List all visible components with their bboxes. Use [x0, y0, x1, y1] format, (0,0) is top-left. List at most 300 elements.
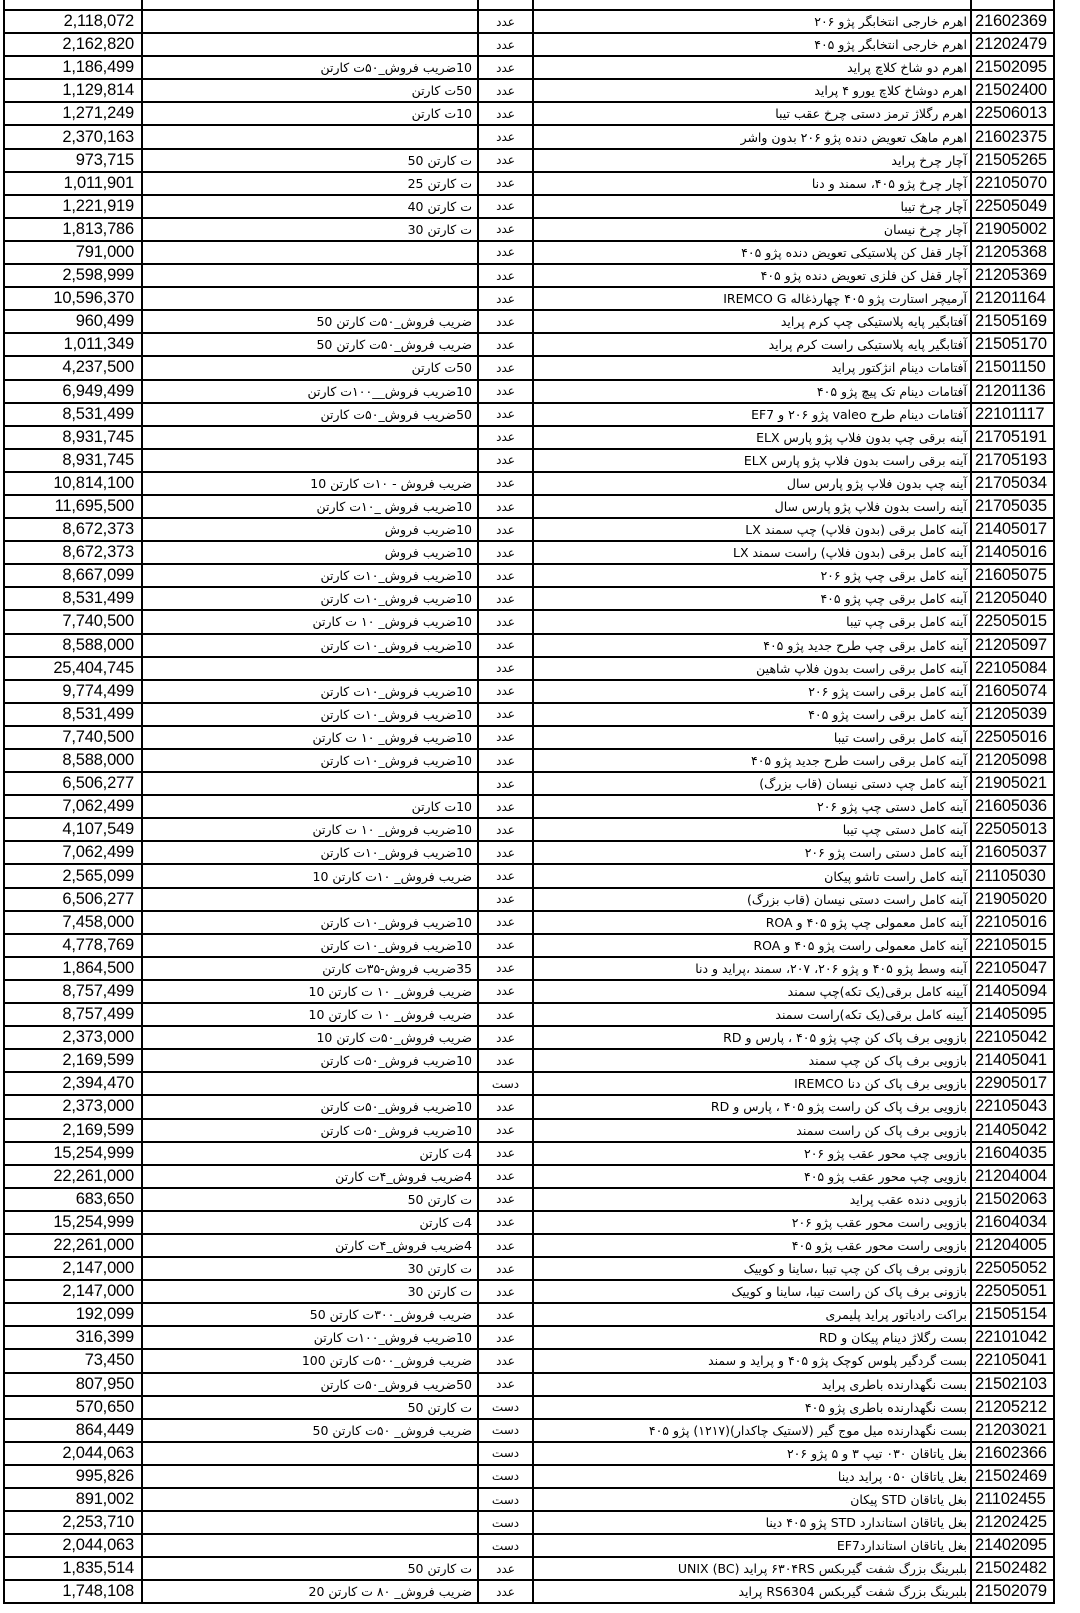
- code-cell: 22105070: [971, 172, 1054, 195]
- unit-cell: عدد: [478, 149, 533, 172]
- price-cell: 9,774,499: [4, 680, 142, 703]
- carton-cell: 50ضریب فروش_۵۰ت کارتن: [142, 403, 478, 426]
- table-row: [4, 1280, 1054, 1303]
- carton-cell: ضریب فروش_۳۰۰ت کارتن 50: [142, 1303, 478, 1326]
- description-cell: بازویی برف پاک کن دنا IREMCO: [533, 1072, 971, 1095]
- table-row: [4, 356, 1054, 379]
- table-row: [4, 1142, 1054, 1165]
- price-cell: 995,826: [4, 1465, 142, 1488]
- carton-cell: ضریب فروش - ۱۰ت کارتن 10: [142, 472, 478, 495]
- code-cell: 21201136: [971, 380, 1054, 403]
- price-table-body: [4, 0, 1054, 1603]
- code-cell: 21205039: [971, 703, 1054, 726]
- description-cell: بازویی برف پاک کن چپ سمند: [533, 1049, 971, 1072]
- unit-cell: عدد: [478, 472, 533, 495]
- price-cell: 4,778,769: [4, 934, 142, 957]
- description-cell: بغل یاتاقان ۰۵۰ پراید دینا: [533, 1465, 971, 1488]
- price-cell: 8,531,499: [4, 703, 142, 726]
- carton-cell: ضریب فروش_ ۸۰ ت کارتن 20: [142, 1580, 478, 1603]
- carton-cell: 10ضریب فروش__۱۰۰ت کارتن: [142, 380, 478, 403]
- price-cell: 4,107,549: [4, 818, 142, 841]
- description-cell: بغل یاتاقان ۰۳۰ تیپ ۳ و ۵ پژو ۲۰۶: [533, 1442, 971, 1465]
- description-cell: بازویی چپ محور عقب پژو ۴۰۵: [533, 1165, 971, 1188]
- carton-cell: 10ضریب فروش_۵۰ت کارتن: [142, 1095, 478, 1118]
- description-cell: آفتابگیر پایه پلاستیکی چپ کرم پراید: [533, 310, 971, 333]
- carton-cell: 10ضریب فروش_ ۱۰ ت کارتن: [142, 610, 478, 633]
- unit-cell: عدد: [478, 1049, 533, 1072]
- description-cell: آفتامات دینام طرح valeo پژو ۲۰۶ و EF7: [533, 403, 971, 426]
- table-row: [4, 1188, 1054, 1211]
- table-row: [4, 864, 1054, 887]
- table-row: [4, 403, 1054, 426]
- code-cell: 21205040: [971, 587, 1054, 610]
- carton-cell: ضریب فروش_۵۰ت کارتن 50: [142, 310, 478, 333]
- code-cell: 21201164: [971, 287, 1054, 310]
- unit-cell: عدد: [478, 1580, 533, 1603]
- unit-cell: عدد: [478, 1557, 533, 1580]
- table-row: [4, 102, 1054, 125]
- price-cell: 8,757,499: [4, 1003, 142, 1026]
- code-cell: 21205097: [971, 634, 1054, 657]
- carton-cell: 10ضریب فروش_۱۰ت کارتن: [142, 911, 478, 934]
- table-row: [4, 657, 1054, 680]
- code-cell: 21505265: [971, 149, 1054, 172]
- description-cell: آینه کامل راست تاشو پیکان: [533, 864, 971, 887]
- price-cell: 6,949,499: [4, 380, 142, 403]
- description-cell: آینه کامل برقی راست تیبا: [533, 726, 971, 749]
- code-cell: 21205212: [971, 1396, 1054, 1419]
- price-cell: 8,531,499: [4, 587, 142, 610]
- description-cell: آرمیچر استارت پژو ۴۰۵ چهارذغاله IREMCO G: [533, 287, 971, 310]
- code-cell: 21405016: [971, 541, 1054, 564]
- code-cell: 22101117: [971, 403, 1054, 426]
- table-row: [4, 1211, 1054, 1234]
- code-cell: 21405095: [971, 1003, 1054, 1026]
- description-cell: آینه کامل دستی چپ پژو ۲۰۶: [533, 795, 971, 818]
- unit-cell: عدد: [478, 610, 533, 633]
- carton-cell: 10ضریب فروش _۱۰ت کارتن: [142, 495, 478, 518]
- code-cell: 21604035: [971, 1142, 1054, 1165]
- carton-cell: [142, 287, 478, 310]
- code-cell: 21505154: [971, 1303, 1054, 1326]
- table-row: [4, 1349, 1054, 1372]
- table-row: [4, 33, 1054, 56]
- carton-cell: 10ضریب فروش_۵۰ت کارتن: [142, 1119, 478, 1142]
- unit-cell: عدد: [478, 1095, 533, 1118]
- carton-cell: [142, 888, 478, 911]
- price-cell: 6,506,277: [4, 888, 142, 911]
- unit-cell: عدد: [478, 1303, 533, 1326]
- code-cell: 21705191: [971, 426, 1054, 449]
- table-row: [4, 472, 1054, 495]
- unit-cell: عدد: [478, 541, 533, 564]
- code-cell: 22105047: [971, 957, 1054, 980]
- code-cell: 21505170: [971, 333, 1054, 356]
- unit-cell: عدد: [478, 980, 533, 1003]
- description-cell: آینه راست بدون فلاپ پژو پارس سال: [533, 495, 971, 518]
- code-cell: 21204005: [971, 1234, 1054, 1257]
- description-cell: آینه کامل برقی (بدون فلاپ) راست سمند LX: [533, 541, 971, 564]
- price-cell: 10,596,370: [4, 287, 142, 310]
- unit-cell: عدد: [478, 1234, 533, 1257]
- description-cell: آینه چپ بدون فلاپ پژو پارس سال: [533, 472, 971, 495]
- price-cell: 25,404,745: [4, 657, 142, 680]
- table-row: [4, 449, 1054, 472]
- description-cell: آچار قفل کن فلزی تعویض دنده پژو ۴۰۵: [533, 264, 971, 287]
- description-cell: آچار چرخ پژو ۴۰۵، سمند و دنا: [533, 172, 971, 195]
- price-cell: 1,748,108: [4, 1580, 142, 1603]
- description-cell: آفتامات دینام تک پیچ پژو ۴۰۵: [533, 380, 971, 403]
- table-row: [4, 841, 1054, 864]
- code-cell: 21502095: [971, 56, 1054, 79]
- price-list-sheet: [3, 0, 1055, 1604]
- unit-cell: عدد: [478, 934, 533, 957]
- description-cell: بازویی راست محور عقب پژو ۴۰۵: [533, 1234, 971, 1257]
- code-cell: 21604034: [971, 1211, 1054, 1234]
- carton-cell: [142, 772, 478, 795]
- table-row: [4, 1119, 1054, 1142]
- carton-cell: 4ضریب فروش_۴ت کارتن: [142, 1234, 478, 1257]
- carton-cell: 10ضریب فروش_۱۰ت کارتن: [142, 587, 478, 610]
- price-cell: 8,931,745: [4, 449, 142, 472]
- unit-cell: عدد: [478, 1119, 533, 1142]
- table-row: [4, 380, 1054, 403]
- carton-cell: 10ضریب فروش_۱۰ت کارتن: [142, 841, 478, 864]
- description-cell: اهرم رگلاژ ترمز دستی چرخ عقب تیبا: [533, 102, 971, 125]
- description-cell: آیینه کامل برقی(یک تکه)راست سمند: [533, 1003, 971, 1026]
- carton-cell: ضریب فروش_ ۱۰ت کارتن 10: [142, 864, 478, 887]
- price-cell: 2,044,063: [4, 1442, 142, 1465]
- description-cell: بازویی برف پاک کن راست پژو ۴۰۵ ، پارس و RD: [533, 1095, 971, 1118]
- table-row: [4, 1580, 1054, 1603]
- description-cell: آچار قفل کن پلاستیکی تعویض دنده پژو ۴۰۵: [533, 241, 971, 264]
- carton-cell: 10ضریب فروش_۱۰ت کارتن: [142, 749, 478, 772]
- code-cell: 21502400: [971, 79, 1054, 102]
- carton-cell: ت کارتن 50: [142, 1188, 478, 1211]
- carton-cell: ضریب فروش_ ۵۰ت کارتن 50: [142, 1419, 478, 1442]
- description-cell: اهرم ماهک تعویض دنده پژو ۲۰۶ بدون واشر: [533, 125, 971, 148]
- code-cell: 21102455: [971, 1488, 1054, 1511]
- description-cell: براکت رادیاتور پراید پلیمری: [533, 1303, 971, 1326]
- table-row: [4, 495, 1054, 518]
- description-cell: آینه کامل برقی راست پژو ۴۰۵: [533, 703, 971, 726]
- code-cell: 22905017: [971, 1072, 1054, 1095]
- price-cell: 8,672,373: [4, 518, 142, 541]
- description-cell: اهرم دو شاخ کلاچ پراید: [533, 56, 971, 79]
- table-row: [4, 79, 1054, 102]
- table-row: [4, 795, 1054, 818]
- unit-cell: عدد: [478, 10, 533, 33]
- description-cell: اهرم خارجی انتخابگر پژو ۲۰۶: [533, 10, 971, 33]
- price-cell: 22,261,000: [4, 1234, 142, 1257]
- code-cell: 21905021: [971, 772, 1054, 795]
- code-cell: 21605036: [971, 795, 1054, 818]
- code-cell: 22105042: [971, 1026, 1054, 1049]
- table-row: [4, 957, 1054, 980]
- description-cell: بازونی برف پاک کن راست تیبا، ساینا و کوییک: [533, 1280, 971, 1303]
- carton-cell: 10ضریب فروش_۱۰ت کارتن: [142, 564, 478, 587]
- description-cell: بازونی برف پاک کن چپ تیبا ،ساینا و کوییک: [533, 1257, 971, 1280]
- table-row: [4, 333, 1054, 356]
- price-cell: 7,062,499: [4, 795, 142, 818]
- description-cell: آینه کامل برقی راست طرح جدید پژو ۴۰۵: [533, 749, 971, 772]
- description-cell: بلبرینگ بزرگ شفت گیربکس RS6304 پراید: [533, 1580, 971, 1603]
- description-cell: اهرم خارجی انتخابگر پژو ۴۰۵: [533, 33, 971, 56]
- code-cell: 21203021: [971, 1419, 1054, 1442]
- table-row: [4, 587, 1054, 610]
- unit-cell: عدد: [478, 172, 533, 195]
- carton-cell: [142, 1534, 478, 1557]
- price-cell: 10,814,100: [4, 472, 142, 495]
- code-cell: 21405017: [971, 518, 1054, 541]
- table-row: [4, 172, 1054, 195]
- code-cell: 22505016: [971, 726, 1054, 749]
- table-row: [4, 1442, 1054, 1465]
- table-row: [4, 1373, 1054, 1396]
- price-cell: 1,835,514: [4, 1557, 142, 1580]
- code-cell: 22101042: [971, 1326, 1054, 1349]
- table-row: [4, 1095, 1054, 1118]
- code-cell: 21402095: [971, 1534, 1054, 1557]
- carton-cell: [142, 426, 478, 449]
- carton-cell: 10ضریب فروش_۵۰ت کارتن: [142, 56, 478, 79]
- table-row: [4, 1003, 1054, 1026]
- price-cell: 570,650: [4, 1396, 142, 1419]
- price-cell: 4,237,500: [4, 356, 142, 379]
- unit-cell: عدد: [478, 888, 533, 911]
- code-cell: 22505052: [971, 1257, 1054, 1280]
- price-cell: 2,044,063: [4, 1534, 142, 1557]
- code-cell: 21502469: [971, 1465, 1054, 1488]
- description-cell: آینه برقی چپ بدون فلاپ پژو پارس ELX: [533, 426, 971, 449]
- price-cell: 22,261,000: [4, 1165, 142, 1188]
- unit-cell: عدد: [478, 218, 533, 241]
- description-cell: بازویی برف پاک کن راست سمند: [533, 1119, 971, 1142]
- description-cell: آینه کامل معمولی چپ پژو ۴۰۵ و ROA: [533, 911, 971, 934]
- description-cell: آینه کامل برقی (بدون فلاپ) چپ سمند LX: [533, 518, 971, 541]
- unit-cell: دست: [478, 1534, 533, 1557]
- unit-cell: عدد: [478, 1349, 533, 1372]
- description-cell: بست نگهدارنده باطری پژو ۴۰۵: [533, 1396, 971, 1419]
- table-row: [4, 680, 1054, 703]
- carton-cell: 10ضریب فروش_۱۰ت کارتن: [142, 934, 478, 957]
- unit-cell: عدد: [478, 1026, 533, 1049]
- carton-cell: ت کارتن 50: [142, 1557, 478, 1580]
- table-row: [4, 934, 1054, 957]
- table-row: [4, 703, 1054, 726]
- unit-cell: عدد: [478, 1280, 533, 1303]
- code-cell: 21602375: [971, 125, 1054, 148]
- unit-cell: عدد: [478, 564, 533, 587]
- table-row: [4, 1257, 1054, 1280]
- price-cell: 8,588,000: [4, 749, 142, 772]
- price-cell: 791,000: [4, 241, 142, 264]
- code-cell: 21505169: [971, 310, 1054, 333]
- code-cell: 21105030: [971, 864, 1054, 887]
- price-cell: 1,813,786: [4, 218, 142, 241]
- price-cell: 73,450: [4, 1349, 142, 1372]
- price-cell: 8,757,499: [4, 980, 142, 1003]
- description-cell: آینه کامل راست دستی نیسان (قاب بزرگ): [533, 888, 971, 911]
- description-cell: بست رگلاژ دینام پیکان و RD: [533, 1326, 971, 1349]
- price-cell: 7,458,000: [4, 911, 142, 934]
- code-cell: 21204004: [971, 1165, 1054, 1188]
- carton-cell: 10ضریب فروش_۱۰ت کارتن: [142, 703, 478, 726]
- description-cell: بلبرینگ بزرگ شفت گیربکس ۶۳۰۴RS پراید (BC) UNIX: [533, 1557, 971, 1580]
- unit-cell: عدد: [478, 1165, 533, 1188]
- code-cell: 21605037: [971, 841, 1054, 864]
- code-cell: 22505013: [971, 818, 1054, 841]
- table-row: [4, 1488, 1054, 1511]
- price-cell: 8,531,499: [4, 403, 142, 426]
- carton-cell: [142, 449, 478, 472]
- code-cell: 22505051: [971, 1280, 1054, 1303]
- unit-cell: عدد: [478, 102, 533, 125]
- description-cell: آینه کامل برقی چپ پژو ۲۰۶: [533, 564, 971, 587]
- carton-cell: 4ت کارتن: [142, 1211, 478, 1234]
- unit-cell: عدد: [478, 1211, 533, 1234]
- table-row: [4, 634, 1054, 657]
- description-cell: آچار چرخ نیسان: [533, 218, 971, 241]
- carton-cell: 4ت کارتن: [142, 1142, 478, 1165]
- carton-cell: 10ضریب فروش_۱۰ت کارتن: [142, 634, 478, 657]
- unit-cell: عدد: [478, 587, 533, 610]
- unit-cell: دست: [478, 1488, 533, 1511]
- code-cell: 21205368: [971, 241, 1054, 264]
- price-cell: 1,011,901: [4, 172, 142, 195]
- carton-cell: [142, 1072, 478, 1095]
- unit-cell: عدد: [478, 1373, 533, 1396]
- unit-cell: عدد: [478, 795, 533, 818]
- carton-cell: ضریب فروش_۵۰۰ت کارتن 100: [142, 1349, 478, 1372]
- unit-cell: عدد: [478, 1142, 533, 1165]
- unit-cell: عدد: [478, 449, 533, 472]
- carton-cell: ضریب فروش_۵۰ت کارتن 50: [142, 333, 478, 356]
- table-row: [4, 610, 1054, 633]
- unit-cell: عدد: [478, 125, 533, 148]
- price-cell: 6,506,277: [4, 772, 142, 795]
- price-cell: 2,598,999: [4, 264, 142, 287]
- unit-cell: دست: [478, 1442, 533, 1465]
- price-cell: 2,169,599: [4, 1119, 142, 1142]
- table-row: [4, 426, 1054, 449]
- code-cell: 21501150: [971, 356, 1054, 379]
- carton-cell: ت کارتن 30: [142, 1280, 478, 1303]
- price-cell: 2,373,000: [4, 1026, 142, 1049]
- carton-cell: [142, 0, 478, 10]
- unit-cell: عدد: [478, 911, 533, 934]
- price-cell: 807,950: [4, 1373, 142, 1396]
- carton-cell: 50ضریب فروش_۵۰ت کارتن: [142, 1373, 478, 1396]
- carton-cell: ت کارتن 30: [142, 1257, 478, 1280]
- price-cell: 960,499: [4, 310, 142, 333]
- carton-cell: 10ضریب فروش_ ۱۰ ت کارتن: [142, 818, 478, 841]
- price-cell: 7,740,500: [4, 610, 142, 633]
- unit-cell: عدد: [478, 1188, 533, 1211]
- table-row: [4, 541, 1054, 564]
- price-cell: 1,186,499: [4, 56, 142, 79]
- carton-cell: 10ضریب فروش_ ۱۰ ت کارتن: [142, 726, 478, 749]
- unit-cell: عدد: [478, 333, 533, 356]
- carton-cell: ضریب فروش_ ۱۰ ت کارتن 10: [142, 1003, 478, 1026]
- description-cell: اهرم دوشاخ کلاچ یورو ۴ پراید: [533, 79, 971, 102]
- description-cell: بغل یاتاقان STD پیکان: [533, 1488, 971, 1511]
- price-cell: 1,129,814: [4, 79, 142, 102]
- carton-cell: [142, 241, 478, 264]
- code-cell: 21405042: [971, 1119, 1054, 1142]
- price-cell: 7,062,499: [4, 841, 142, 864]
- code-cell: 22105016: [971, 911, 1054, 934]
- carton-cell: [142, 10, 478, 33]
- table-row: [4, 241, 1054, 264]
- unit-cell: عدد: [478, 634, 533, 657]
- carton-cell: [142, 1488, 478, 1511]
- table-row-partial: [4, 0, 1054, 10]
- table-row: [4, 1534, 1054, 1557]
- table-row: [4, 287, 1054, 310]
- unit-cell: عدد: [478, 403, 533, 426]
- price-cell: 1,221,919: [4, 195, 142, 218]
- carton-cell: 10ضریب فروش_۱۰۰ت کارتن: [142, 1326, 478, 1349]
- unit-cell: عدد: [478, 818, 533, 841]
- unit-cell: دست: [478, 1419, 533, 1442]
- code-cell: 21905020: [971, 888, 1054, 911]
- price-cell: 8,931,745: [4, 426, 142, 449]
- carton-cell: [142, 1442, 478, 1465]
- description-cell: بست گردگیر پلوس کوچک پژو ۴۰۵ و پراید و سمند: [533, 1349, 971, 1372]
- description-cell: آینه برقی راست بدون فلاپ پژو پارس ELX: [533, 449, 971, 472]
- unit-cell: عدد: [478, 495, 533, 518]
- table-row: [4, 1326, 1054, 1349]
- code-cell: 21502103: [971, 1373, 1054, 1396]
- price-cell: 2,147,000: [4, 1257, 142, 1280]
- carton-cell: [142, 1465, 478, 1488]
- price-cell: 2,162,820: [4, 33, 142, 56]
- description-cell: [533, 0, 971, 10]
- table-row: [4, 1072, 1054, 1095]
- price-cell: 11,695,500: [4, 495, 142, 518]
- unit-cell: عدد: [478, 33, 533, 56]
- price-cell: 2,147,000: [4, 1280, 142, 1303]
- code-cell: 21202425: [971, 1511, 1054, 1534]
- table-row: [4, 264, 1054, 287]
- price-cell: 2,253,710: [4, 1511, 142, 1534]
- code-cell: 21602369: [971, 10, 1054, 33]
- carton-cell: 10ضریب فروش_۵۰ت کارتن: [142, 1049, 478, 1072]
- table-row: [4, 1557, 1054, 1580]
- price-cell: 8,667,099: [4, 564, 142, 587]
- unit-cell: عدد: [478, 241, 533, 264]
- table-row: [4, 218, 1054, 241]
- carton-cell: 50ت کارتن: [142, 356, 478, 379]
- description-cell: آیینه کامل برقی(یک تکه)چپ سمند: [533, 980, 971, 1003]
- unit-cell: عدد: [478, 380, 533, 403]
- unit-cell: عدد: [478, 518, 533, 541]
- carton-cell: [142, 125, 478, 148]
- code-cell: 22505015: [971, 610, 1054, 633]
- unit-cell: عدد: [478, 195, 533, 218]
- code-cell: 22105041: [971, 1349, 1054, 1372]
- carton-cell: [142, 657, 478, 680]
- table-row: [4, 749, 1054, 772]
- table-row: [4, 149, 1054, 172]
- price-table: [3, 0, 1055, 1604]
- unit-cell: عدد: [478, 1257, 533, 1280]
- table-row: [4, 1465, 1054, 1488]
- price-cell: 316,399: [4, 1326, 142, 1349]
- unit-cell: عدد: [478, 264, 533, 287]
- carton-cell: 10ضریب فروش: [142, 541, 478, 564]
